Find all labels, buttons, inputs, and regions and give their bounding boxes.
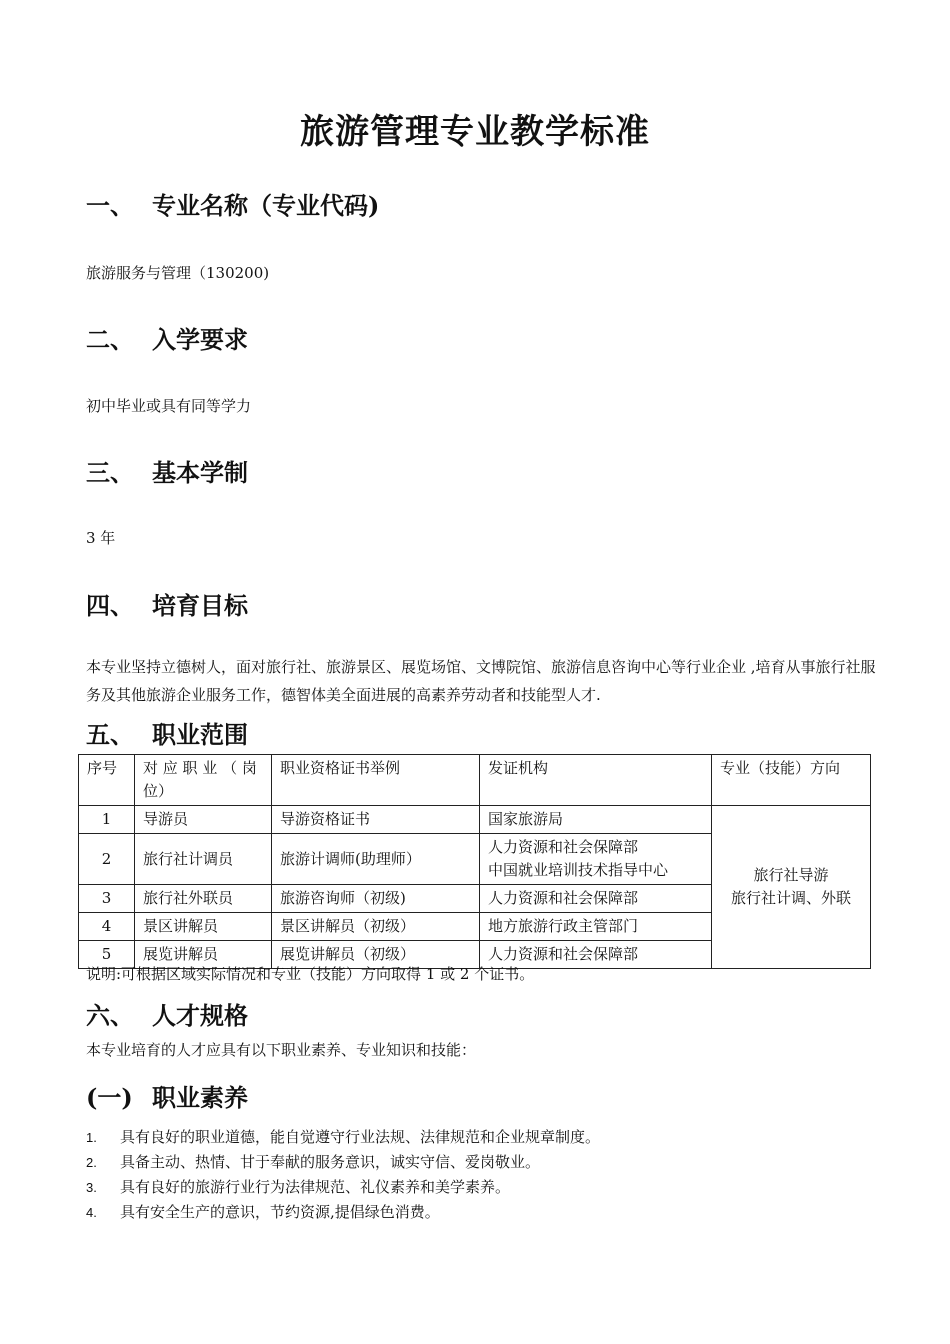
section-heading-2 <box>86 320 248 355</box>
section-number: 四、 <box>86 591 134 620</box>
issuer-line: 中国就业培训技术指导中心 <box>488 861 669 879</box>
issuer-cell: 人力资源和社会保障部 <box>480 941 712 969</box>
list-item <box>86 1125 600 1150</box>
section-heading-3 <box>86 453 248 488</box>
issuer-cell: 地方旅游行政主管部门 <box>480 913 712 941</box>
list-text: 具有安全生产的意识，节约资源,提倡绿色消费。 <box>120 1203 440 1221</box>
section-number: 五、 <box>86 720 134 749</box>
study-duration: 3 年 <box>86 529 116 547</box>
table-row <box>79 806 871 834</box>
section-title: 职业范围 <box>152 720 248 749</box>
list-text: 具有良好的职业道德，能自觉遵守行业法规、法律规范和企业规章制度。 <box>120 1128 601 1146</box>
list-number: 1. <box>86 1130 97 1145</box>
table-header-cell: 专业（技能）方向 <box>712 755 871 806</box>
certificate-cell: 旅游咨询师（初级) <box>272 885 480 913</box>
occupation-cell: 旅行社计调员 <box>135 834 272 885</box>
section-heading-5 <box>86 715 248 750</box>
table-header-cell: 对 应 职 业 （ 岗 位） <box>135 755 272 806</box>
certificate-cell: 景区讲解员（初级） <box>272 913 480 941</box>
talent-spec-intro: 本专业培育的人才应具有以下职业素养、专业知识和技能： <box>86 1041 477 1059</box>
table-header-cell: 序号 <box>79 755 135 806</box>
direction-line: 旅行社导游 <box>753 866 829 884</box>
row-number: 2 <box>79 834 135 885</box>
issuer-cell <box>480 834 712 885</box>
section-number: 一、 <box>86 191 134 220</box>
section-number: 三、 <box>86 458 134 487</box>
issuer-cell: 国家旅游局 <box>480 806 712 834</box>
table-header-cell: 发证机构 <box>480 755 712 806</box>
list-number: 3. <box>86 1180 97 1195</box>
list-item <box>86 1150 600 1175</box>
row-number: 5 <box>79 941 135 969</box>
row-number: 3 <box>79 885 135 913</box>
admission-requirement: 初中毕业或具有同等学力 <box>86 397 252 415</box>
section-title: 培育目标 <box>152 591 248 620</box>
list-text: 具备主动、热情、甘于奉献的服务意识，诚实守信、爱岗敬业。 <box>120 1153 541 1171</box>
occupation-cell: 旅行社外联员 <box>135 885 272 913</box>
section-title: 基本学制 <box>152 458 248 487</box>
major-name: 旅游服务与管理（130200) <box>86 264 270 282</box>
table-header-row <box>79 755 871 806</box>
section-title: 入学要求 <box>152 325 248 354</box>
subsection-title: 职业素养 <box>152 1083 248 1112</box>
list-number: 2. <box>86 1155 97 1170</box>
occupation-cell: 展览讲解员 <box>135 941 272 969</box>
list-item <box>86 1200 600 1225</box>
issuer-line: 人力资源和社会保障部 <box>488 838 639 856</box>
section-number: 六、 <box>86 1001 134 1030</box>
subsection-heading <box>86 1078 248 1113</box>
section-heading-1 <box>86 186 379 221</box>
certificate-cell: 旅游计调师(助理师） <box>272 834 480 885</box>
section-number: 二、 <box>86 325 134 354</box>
certificate-cell: 展览讲解员（初级） <box>272 941 480 969</box>
occupation-cell: 景区讲解员 <box>135 913 272 941</box>
issuer-cell: 人力资源和社会保障部 <box>480 885 712 913</box>
row-number: 1 <box>79 806 135 834</box>
list-text: 具有良好的旅游行业行为法律规范、礼仪素养和美学素养。 <box>120 1178 511 1196</box>
list-item <box>86 1175 600 1200</box>
certificate-cell: 导游资格证书 <box>272 806 480 834</box>
section-heading-4 <box>86 586 248 621</box>
direction-line: 旅行社计调、外联 <box>730 889 851 907</box>
table-note: 说明:可根据区域实际情况和专业（技能）方向取得 1 或 2 个证书。 <box>86 965 535 983</box>
table-header-cell: 职业资格证书举例 <box>272 755 480 806</box>
section-heading-6 <box>86 996 248 1031</box>
direction-cell <box>712 806 871 969</box>
qualities-list <box>86 1125 600 1225</box>
section-title: 专业名称（专业代码) <box>152 191 380 220</box>
row-number: 4 <box>79 913 135 941</box>
document-title: 旅游管理专业教学标准 <box>300 112 650 152</box>
section-title: 人才规格 <box>152 1001 248 1030</box>
subsection-number: (一) <box>86 1083 133 1112</box>
occupation-cell: 导游员 <box>135 806 272 834</box>
training-objective: 本专业坚持立德树人，面对旅行社、旅游景区、展览场馆、文博院馆、旅游信息咨询中心等行业企业 ,培育从事旅行社服务及其他旅游企业服务工作，德智体美全面进展的高素养劳动者和技能型人才. <box>86 658 876 704</box>
occupation-table <box>78 754 871 969</box>
list-number: 4. <box>86 1205 97 1220</box>
